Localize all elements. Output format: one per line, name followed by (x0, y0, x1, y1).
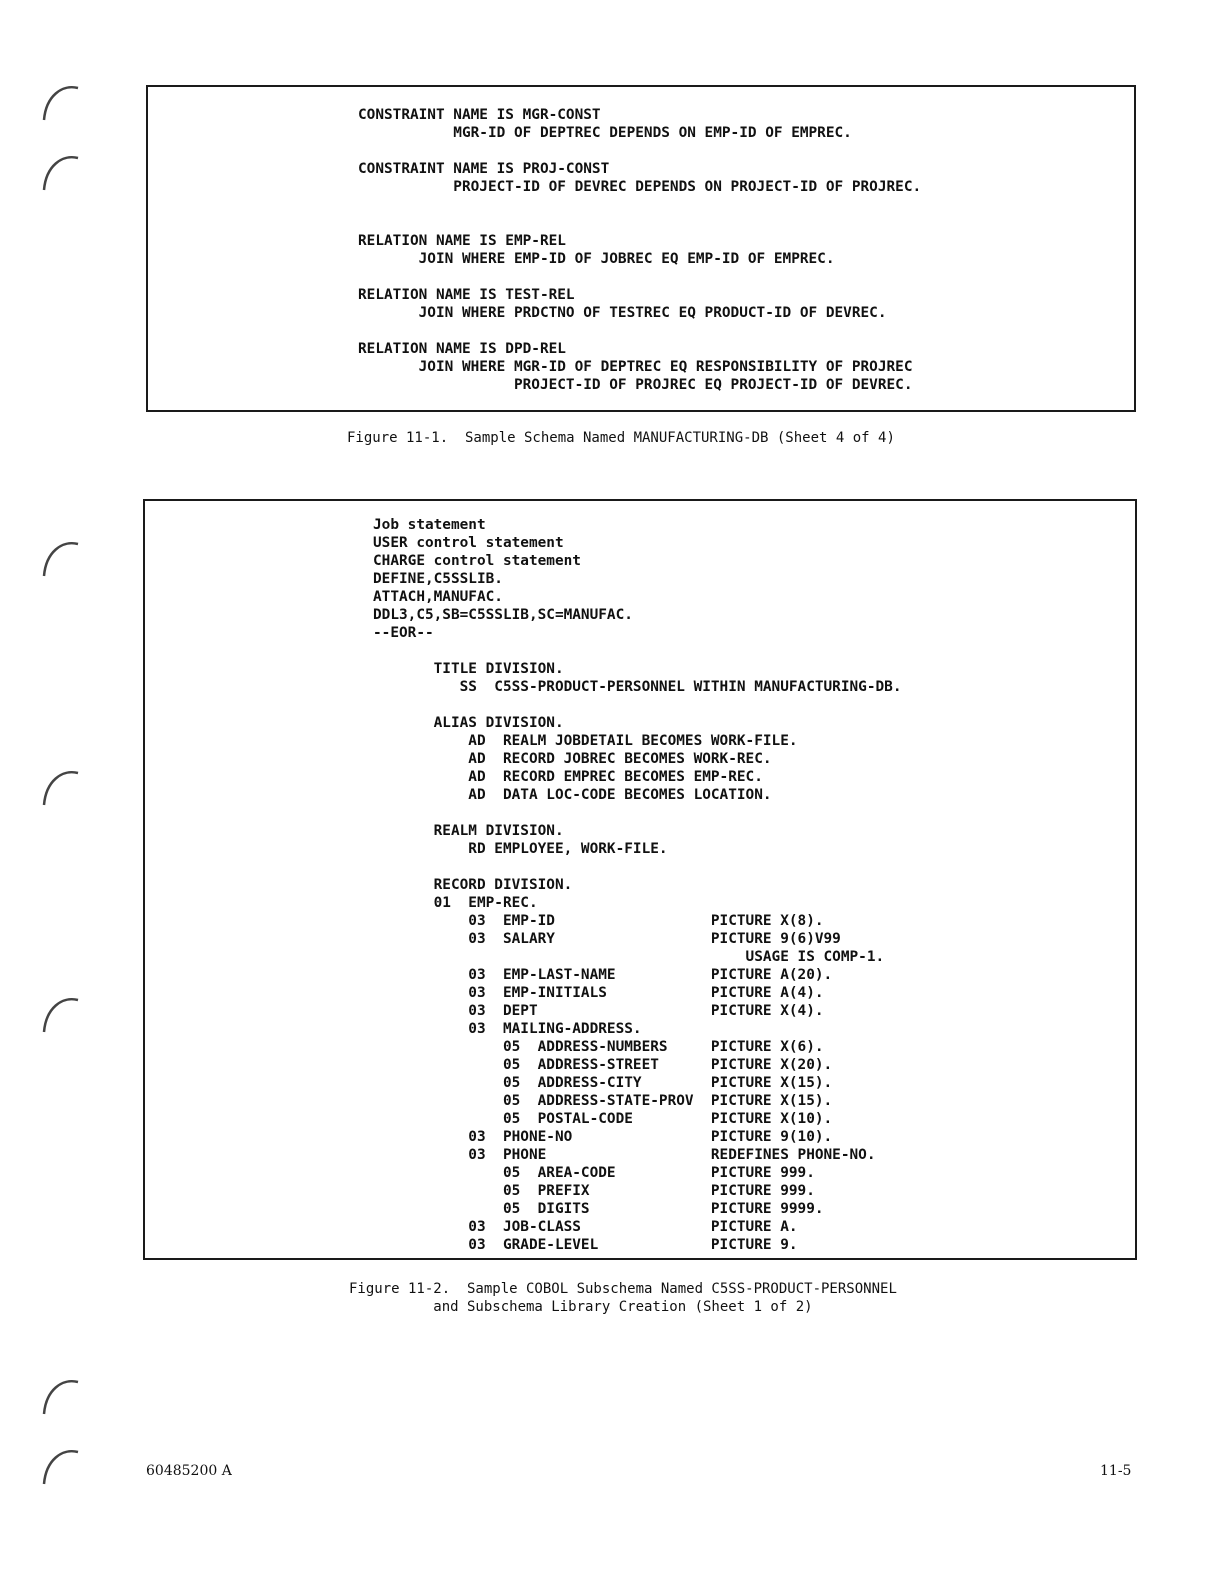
figure-11-2-box (143, 499, 1137, 1260)
document-number: 60485200 A (146, 1463, 232, 1479)
subschema-code-listing: Job statement USER control statement CHARGE control statement DEFINE,C5SSLIB. ATTACH,MANUFAC. DDL3,C5,SB=C5SSLIB,SC=MANUFAC. --EOR-- TITLE DIVISION. SS C5SS-PRODUCT-PERSONNEL WITHIN MANUFACTURING-DB. ALIAS DIVISION. AD REALM JOBDETAIL BECOMES WORK-FILE. AD RECORD JOBREC BECOMES WORK-REC. AD RECORD EMPREC BECOMES EMP-REC. AD DATA LOC-CODE BECOMES LOCATION. REALM DIVISION. RD EMPLOYEE, WORK-FILE. RECORD DIVISION. 01 EMP-REC. 03 EMP-ID PICTURE X(8). 03 SALARY PICTURE 9(6)V99 USAGE IS COMP-1. 03 EMP-LAST-NAME PICTURE A(20). 03 EMP-INITIALS PICTURE A(4). 03 DEPT PICTURE X(4). 03 MAILING-ADDRESS. 05 ADDRESS-NUMBERS PICTURE X(6). 05 ADDRESS-STREET PICTURE X(20). 05 ADDRESS-CITY PICTURE X(15). 05 ADDRESS-STATE-PROV PICTURE X(15). 05 POSTAL-CODE PICTURE X(10). 03 PHONE-NO PICTURE 9(10). 03 PHONE REDEFINES PHONE-NO. 05 AREA-CODE PICTURE 999. 05 PREFIX PICTURE 999. 05 DIGITS PICTURE 9999. 03 JOB-CLASS PICTURE A. 03 GRADE-LEVEL PICTURE 9. (373, 517, 902, 1253)
schema-code-listing: CONSTRAINT NAME IS MGR-CONST MGR-ID OF DEPTREC DEPENDS ON EMP-ID OF EMPREC. CONSTRAINT NAME IS PROJ-CONST PROJECT-ID OF DEVREC DEPENDS ON PROJECT-ID OF PROJREC. RELATION NAME IS EMP-REL JOIN WHERE EMP-ID OF JOBREC EQ EMP-ID OF EMPREC. RELATION NAME IS TEST-REL JOIN WHERE PRDCTNO OF TESTREC EQ PRODUCT-ID OF DEVREC. RELATION NAME IS DPD-REL JOIN WHERE MGR-ID OF DEPTREC EQ RESPONSIBILITY OF PROJREC PROJECT-ID OF PROJREC EQ PROJECT-ID OF DEVREC. (358, 107, 922, 393)
binding-hole-mark (38, 80, 86, 128)
binding-hole-mark (38, 150, 86, 198)
figure-11-1-box (146, 85, 1136, 412)
binding-hole-mark (38, 1444, 86, 1492)
figure-11-2-caption: Figure 11-2. Sample COBOL Subschema Named C5SS-PRODUCT-PERSONNEL and Subschema Library Creation (Sheet 1 of 2) (349, 1281, 897, 1315)
binding-hole-mark (38, 1374, 86, 1422)
figure-11-1-caption: Figure 11-1. Sample Schema Named MANUFACTURING-DB (Sheet 4 of 4) (347, 430, 895, 446)
page-number: 11-5 (1100, 1463, 1132, 1479)
binding-hole-mark (38, 992, 86, 1040)
binding-hole-mark (38, 536, 86, 584)
binding-hole-mark (38, 765, 86, 813)
